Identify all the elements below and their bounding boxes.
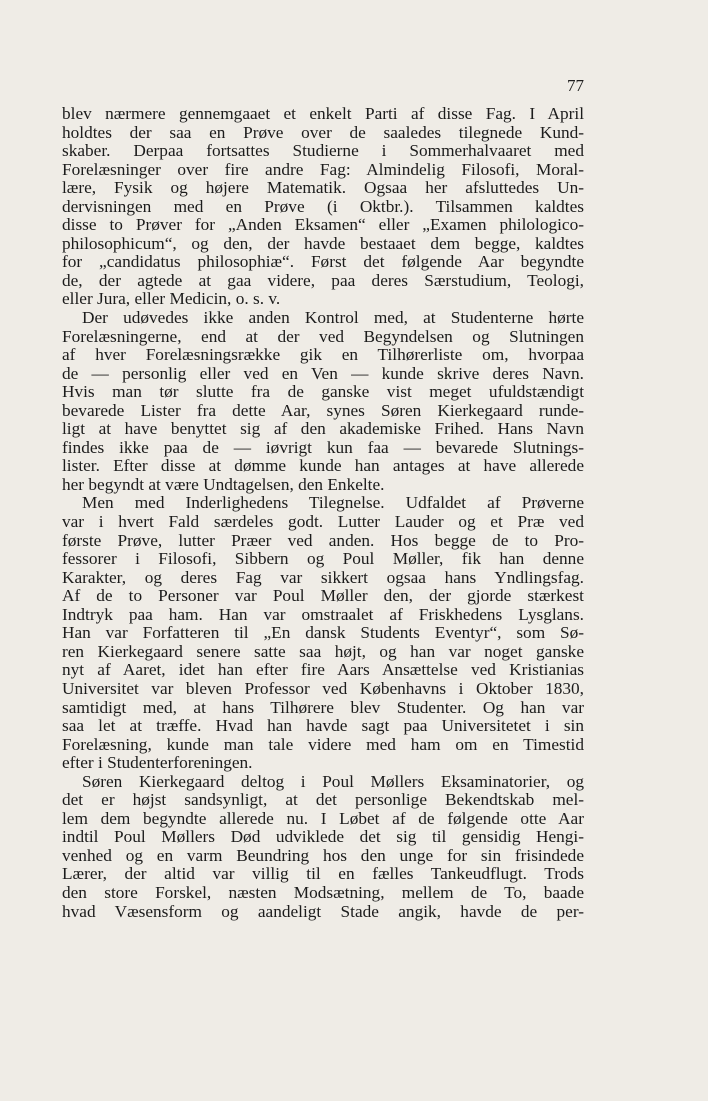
text-line: fessorer i Filosofi, Sibbern og Poul Møller, fik han denne	[62, 549, 584, 569]
text-line: Der udøvedes ikke anden Kontrol med, at Studenterne hørte	[82, 308, 584, 328]
text-line: ligt at have benyttet sig af den akademiske Frihed. Hans Navn	[62, 419, 584, 439]
text-line: Lærer, der altid var villig til en fælles Tankeudflugt. Trods	[62, 864, 584, 884]
text-line: findes ikke paa de — iøvrigt kun faa — bevarede Slutnings-	[62, 437, 584, 457]
text-line: Søren Kierkegaard deltog i Poul Møllers Eksaminatorier, og	[82, 771, 584, 791]
text-line: saa let at træffe. Hvad han havde sagt paa Universitetet i sin	[62, 716, 584, 736]
text-line: philosophicum“, og den, der havde bestaaet dem begge, kaldtes	[62, 233, 584, 253]
text-line: Men med Inderlighedens Tilegnelse. Udfaldet af Prøverne	[82, 493, 584, 513]
text-line: eller Jura, eller Medicin, o. s. v.	[62, 289, 281, 309]
text-line: de — personlig eller ved en Ven — kunde skrive deres Navn.	[62, 363, 584, 383]
text-line: hvad Væsensform og aandeligt Stade angik, havde de per-	[62, 901, 584, 921]
text-line: de, der agtede at gaa videre, paa deres Særstudium, Teologi,	[62, 270, 584, 290]
text-line: Forelæsninger over fire andre Fag: Almindelig Filosofi, Moral-	[62, 159, 584, 179]
text-line: Hvis man tør slutte fra de ganske vist meget ufuldstændigt	[62, 382, 584, 402]
text-line: venhed og en varm Beundring hos den unge for sin frisindede	[62, 845, 584, 865]
text-line: Forelæsningerne, end at der ved Begyndelsen og Slutningen	[62, 326, 584, 346]
text-line: var i hvert Fald særdeles godt. Lutter Lauder og et Præ ved	[62, 512, 584, 532]
text-line: indtil Poul Møllers Død udviklede det sig til gensidig Hengi-	[62, 827, 584, 847]
text-line: det er højst sandsynligt, at det personlige Bekendtskab mel-	[62, 790, 584, 810]
text-line: Af de to Personer var Poul Møller den, der gjorde stærkest	[62, 586, 584, 606]
text-line: Han var Forfatteren til „En dansk Students Eventyr“, som Sø-	[62, 623, 584, 643]
text-line: Universitet var bleven Professor ved Københavns i Oktober 1830,	[62, 678, 584, 698]
text-line: holdtes der saa en Prøve over de saaledes tilegnede Kund-	[62, 122, 584, 142]
text-line: her begyndt at være Undtagelsen, den Enkelte.	[62, 474, 385, 494]
text-line: samtidigt med, at hans Tilhørere blev Studenter. Og han var	[62, 697, 584, 717]
text-line: bevarede Lister fra dette Aar, synes Søren Kierkegaard runde-	[62, 400, 584, 420]
text-line: skaber. Derpaa fortsattes Studierne i Sommerhalvaaret med	[62, 141, 584, 161]
text-line: dervisningen med en Prøve (i Oktbr.). Tilsammen kaldtes	[62, 196, 584, 216]
page-number: 77	[567, 76, 584, 95]
text-line: Forelæsning, kunde man tale videre med ham om en Timestid	[62, 734, 584, 754]
text-line: lem dem begyndte allerede nu. I Løbet af de følgende otte Aar	[62, 808, 584, 828]
text-line: lister. Efter disse at dømme kunde han antages at have allerede	[62, 456, 584, 476]
text-line: efter i Studenterforeningen.	[62, 753, 253, 773]
text-line: Indtryk paa ham. Han var omstraalet af Friskhedens Lysglans.	[62, 604, 584, 624]
text-line: disse to Prøver for „Anden Eksamen“ eller „Examen philologico-	[62, 215, 584, 235]
text-line: første Prøve, lutter Præer ved anden. Hos begge de to Pro-	[62, 530, 584, 550]
body-text	[62, 105, 584, 921]
text-line: af hver Forelæsningsrække gik en Tilhørerliste om, hvorpaa	[62, 345, 584, 365]
text-line: Karakter, og deres Fag var sikkert ogsaa hans Yndlingsfag.	[62, 567, 584, 587]
text-line: blev nærmere gennemgaaet et enkelt Parti af disse Fag. I April	[62, 104, 584, 123]
text-line: nyt af Aaret, idet han efter fire Aars Ansættelse ved Kristianias	[62, 660, 584, 680]
text-line: ren Kierkegaard senere satte saa højt, og han var noget ganske	[62, 641, 584, 661]
text-line: for „candidatus philosophiæ“. Først det følgende Aar begyndte	[62, 252, 584, 272]
text-line: den store Forskel, næsten Modsætning, mellem de To, baade	[62, 882, 584, 902]
text-line: lære, Fysik og højere Matematik. Ogsaa her afsluttedes Un-	[62, 178, 584, 198]
